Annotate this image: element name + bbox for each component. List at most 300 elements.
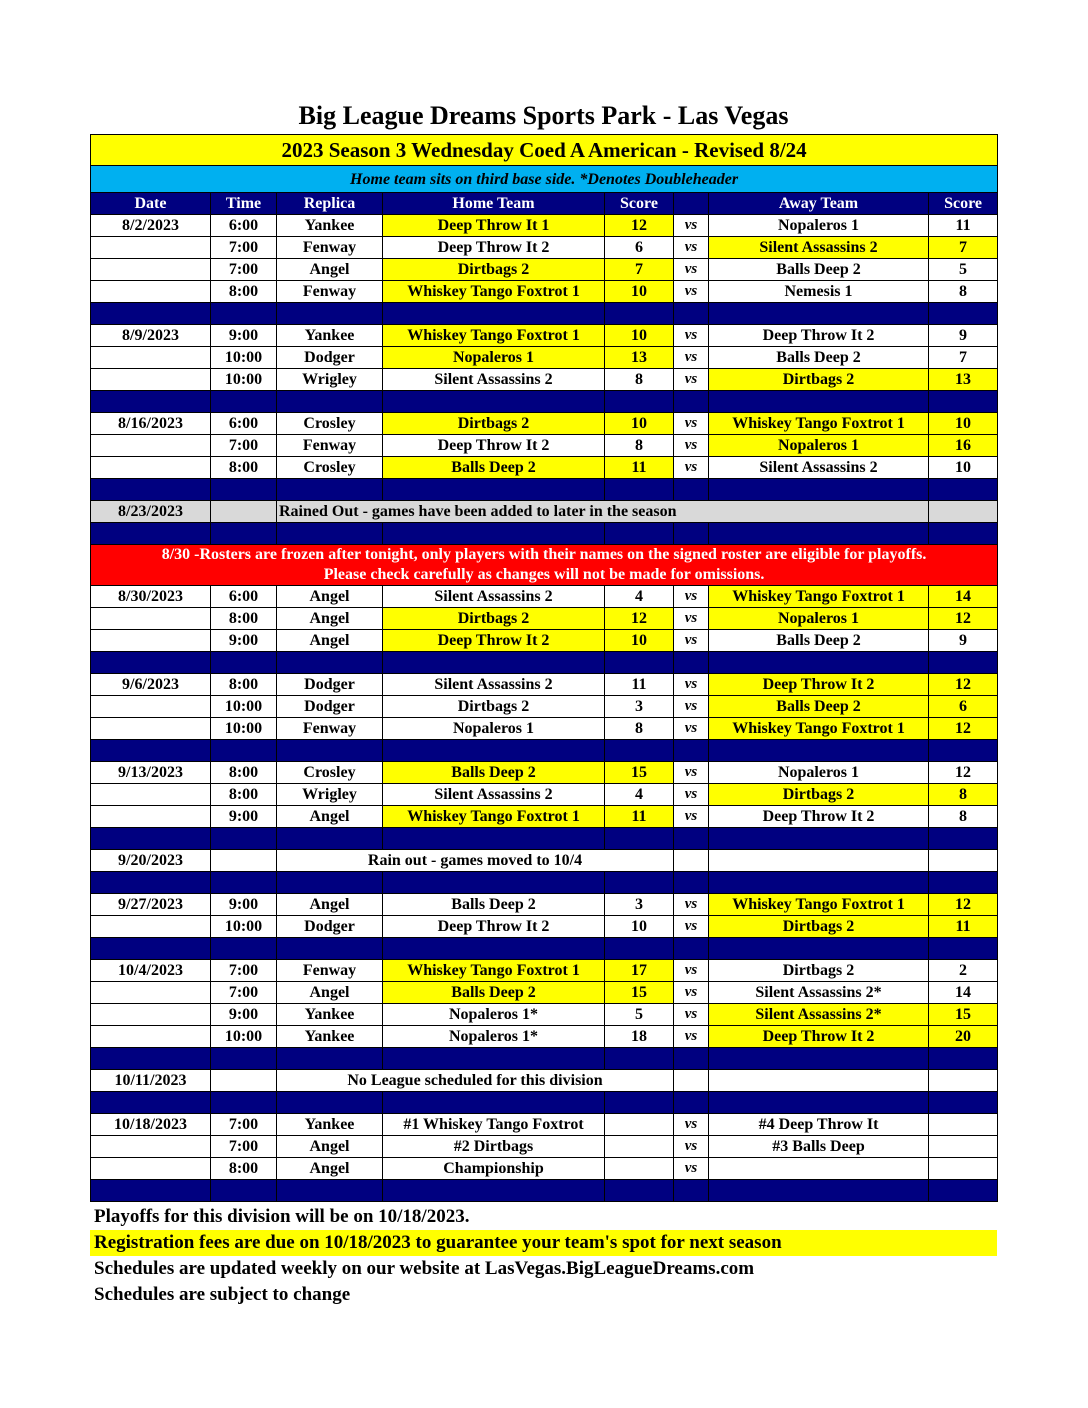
separator-cell [929, 740, 998, 762]
separator-row [91, 828, 998, 850]
separator-cell [709, 1092, 929, 1114]
home-score: 3 [605, 894, 674, 916]
away-team: Balls Deep 2 [709, 347, 929, 369]
separator-cell [211, 740, 277, 762]
away-score: 12 [929, 608, 998, 630]
vs-label: vs [674, 630, 709, 652]
separator-row [91, 479, 998, 501]
game-row [91, 1004, 998, 1026]
home-team: Whiskey Tango Foxtrot 1 [383, 806, 605, 828]
schedule-note: Rain out - games moved to 10/4 [277, 850, 674, 872]
game-replica-field: Wrigley [277, 784, 383, 806]
game-time: 7:00 [211, 982, 277, 1004]
game-time: 10:00 [211, 347, 277, 369]
away-score: 12 [929, 674, 998, 696]
vs-label: vs [674, 1004, 709, 1026]
schedule-note-row [91, 850, 998, 872]
game-date [91, 457, 211, 479]
footer-line: Schedules are subject to change [94, 1284, 351, 1305]
separator-cell [674, 1180, 709, 1202]
separator-cell [605, 828, 674, 850]
game-replica-field: Angel [277, 894, 383, 916]
separator-cell [709, 391, 929, 413]
vs-label: vs [674, 237, 709, 259]
separator-cell [277, 523, 383, 545]
game-row [91, 237, 998, 259]
away-team: Whiskey Tango Foxtrot 1 [709, 894, 929, 916]
vs-label: vs [674, 674, 709, 696]
separator-cell [211, 303, 277, 325]
vs-label: vs [674, 916, 709, 938]
game-time: 7:00 [211, 435, 277, 457]
game-replica-field: Angel [277, 608, 383, 630]
home-team: #1 Whiskey Tango Foxtrot [383, 1114, 605, 1136]
away-team: Dirtbags 2 [709, 784, 929, 806]
empty-cell [211, 1070, 277, 1092]
home-team: Deep Throw It 2 [383, 435, 605, 457]
game-date [91, 259, 211, 281]
home-team: Balls Deep 2 [383, 982, 605, 1004]
away-score: 15 [929, 1004, 998, 1026]
away-team: Nopaleros 1 [709, 215, 929, 237]
game-row [91, 696, 998, 718]
separator-row [91, 652, 998, 674]
separator-cell [91, 1180, 211, 1202]
away-team: Nemesis 1 [709, 281, 929, 303]
home-score: 11 [605, 806, 674, 828]
separator-cell [605, 523, 674, 545]
separator-cell [709, 303, 929, 325]
separator-cell [709, 523, 929, 545]
home-team: Silent Assassins 2 [383, 586, 605, 608]
game-row [91, 916, 998, 938]
home-team: Balls Deep 2 [383, 894, 605, 916]
separator-cell [929, 479, 998, 501]
game-time: 8:00 [211, 608, 277, 630]
separator-cell [211, 652, 277, 674]
away-team: Silent Assassins 2* [709, 1004, 929, 1026]
home-team-note: Home team sits on third base side. *Denotes Doubleheader [91, 166, 998, 193]
separator-cell [709, 479, 929, 501]
separator-cell [674, 938, 709, 960]
home-score: 11 [605, 457, 674, 479]
game-time: 7:00 [211, 1136, 277, 1158]
vs-label: vs [674, 325, 709, 347]
away-score: 9 [929, 630, 998, 652]
separator-cell [709, 740, 929, 762]
col-header-time: Time [211, 193, 277, 215]
game-row [91, 435, 998, 457]
game-row [91, 608, 998, 630]
separator-cell [277, 1048, 383, 1070]
empty-cell [674, 1070, 709, 1092]
separator-cell [383, 391, 605, 413]
game-date [91, 281, 211, 303]
game-row [91, 982, 998, 1004]
separator-cell [277, 740, 383, 762]
home-team: Deep Throw It 2 [383, 630, 605, 652]
away-team: Silent Assassins 2 [709, 457, 929, 479]
empty-cell [674, 850, 709, 872]
away-score: 8 [929, 806, 998, 828]
game-date: 9/13/2023 [91, 762, 211, 784]
game-date [91, 435, 211, 457]
away-score [929, 1158, 998, 1180]
schedule-table [90, 134, 998, 1202]
home-score: 8 [605, 718, 674, 740]
separator-cell [91, 1048, 211, 1070]
roster-alert-line-2: Please check carefully as changes will not be made for omissions. [323, 566, 765, 583]
game-row [91, 806, 998, 828]
separator-cell [383, 523, 605, 545]
home-team: Silent Assassins 2 [383, 784, 605, 806]
away-team: Balls Deep 2 [709, 696, 929, 718]
game-date [91, 1136, 211, 1158]
separator-cell [929, 391, 998, 413]
game-replica-field: Fenway [277, 435, 383, 457]
away-team: Nopaleros 1 [709, 608, 929, 630]
game-row [91, 1026, 998, 1048]
away-team: Nopaleros 1 [709, 762, 929, 784]
home-score: 11 [605, 674, 674, 696]
page-title: Big League Dreams Sports Park - Las Vegas [298, 101, 789, 130]
game-date [91, 369, 211, 391]
roster-alert-line-1: 8/30 -Rosters are frozen after tonight, only players with their names on the signed roster are eligible for playoffs. [161, 546, 927, 563]
game-replica-field: Crosley [277, 413, 383, 435]
vs-label: vs [674, 1158, 709, 1180]
game-date: 10/18/2023 [91, 1114, 211, 1136]
separator-cell [91, 391, 211, 413]
game-replica-field: Dodger [277, 916, 383, 938]
game-row [91, 1136, 998, 1158]
separator-cell [383, 303, 605, 325]
away-team: Deep Throw It 2 [709, 325, 929, 347]
away-score: 12 [929, 718, 998, 740]
separator-cell [277, 391, 383, 413]
separator-cell [383, 938, 605, 960]
game-date: 9/20/2023 [91, 850, 211, 872]
game-row [91, 347, 998, 369]
away-team: Dirtbags 2 [709, 916, 929, 938]
separator-cell [277, 872, 383, 894]
home-score: 10 [605, 413, 674, 435]
schedule-note: No League scheduled for this division [277, 1070, 674, 1092]
game-time: 9:00 [211, 894, 277, 916]
home-score [605, 1136, 674, 1158]
game-time: 8:00 [211, 457, 277, 479]
home-team: Nopaleros 1* [383, 1026, 605, 1048]
game-replica-field: Yankee [277, 1114, 383, 1136]
separator-cell [929, 938, 998, 960]
col-header-replica: Replica [277, 193, 383, 215]
separator-cell [211, 828, 277, 850]
separator-cell [605, 479, 674, 501]
home-score: 10 [605, 916, 674, 938]
separator-cell [674, 1048, 709, 1070]
vs-label: vs [674, 762, 709, 784]
away-score: 2 [929, 960, 998, 982]
separator-cell [929, 1180, 998, 1202]
away-team: #4 Deep Throw It [709, 1114, 929, 1136]
home-score: 15 [605, 762, 674, 784]
home-team: Championship [383, 1158, 605, 1180]
vs-label: vs [674, 586, 709, 608]
away-score: 10 [929, 413, 998, 435]
home-score: 4 [605, 784, 674, 806]
home-score: 10 [605, 630, 674, 652]
vs-label: vs [674, 696, 709, 718]
game-replica-field: Dodger [277, 347, 383, 369]
separator-cell [605, 303, 674, 325]
game-time: 10:00 [211, 696, 277, 718]
separator-cell [383, 1180, 605, 1202]
game-time: 10:00 [211, 718, 277, 740]
home-score: 17 [605, 960, 674, 982]
schedule-body [91, 135, 998, 1202]
game-row [91, 718, 998, 740]
away-score: 20 [929, 1026, 998, 1048]
game-replica-field: Wrigley [277, 369, 383, 391]
game-row [91, 674, 998, 696]
game-replica-field: Crosley [277, 457, 383, 479]
game-replica-field: Fenway [277, 718, 383, 740]
home-team: Deep Throw It 2 [383, 237, 605, 259]
vs-label: vs [674, 1026, 709, 1048]
home-score: 12 [605, 215, 674, 237]
empty-cell [929, 501, 998, 523]
separator-row [91, 740, 998, 762]
separator-cell [91, 872, 211, 894]
away-score: 8 [929, 281, 998, 303]
game-time: 7:00 [211, 237, 277, 259]
game-row [91, 413, 998, 435]
empty-cell [211, 501, 277, 523]
rainout-message: Rained Out - games have been added to later in the season [277, 501, 929, 523]
game-date: 8/23/2023 [91, 501, 211, 523]
home-score [605, 1158, 674, 1180]
away-score: 12 [929, 762, 998, 784]
away-score [929, 1136, 998, 1158]
separator-cell [709, 1180, 929, 1202]
separator-cell [674, 872, 709, 894]
separator-cell [929, 1092, 998, 1114]
game-row [91, 894, 998, 916]
game-row [91, 259, 998, 281]
separator-cell [91, 479, 211, 501]
note-banner-row [91, 166, 998, 193]
game-time: 8:00 [211, 281, 277, 303]
separator-cell [211, 1180, 277, 1202]
vs-label: vs [674, 784, 709, 806]
separator-cell [277, 1092, 383, 1114]
game-time: 9:00 [211, 630, 277, 652]
game-replica-field: Fenway [277, 237, 383, 259]
home-team: Dirtbags 2 [383, 696, 605, 718]
away-score: 13 [929, 369, 998, 391]
game-row [91, 325, 998, 347]
home-team: Dirtbags 2 [383, 413, 605, 435]
home-score: 4 [605, 586, 674, 608]
separator-cell [383, 828, 605, 850]
game-time: 10:00 [211, 369, 277, 391]
separator-cell [605, 1092, 674, 1114]
vs-label: vs [674, 960, 709, 982]
empty-cell [709, 850, 929, 872]
empty-cell [211, 850, 277, 872]
game-replica-field: Angel [277, 806, 383, 828]
vs-label: vs [674, 413, 709, 435]
separator-cell [605, 1180, 674, 1202]
column-header-row [91, 193, 998, 215]
game-replica-field: Yankee [277, 215, 383, 237]
separator-cell [211, 479, 277, 501]
season-banner: 2023 Season 3 Wednesday Coed A American - Revised 8/24 [91, 135, 998, 166]
separator-cell [211, 938, 277, 960]
separator-cell [383, 740, 605, 762]
vs-label: vs [674, 369, 709, 391]
separator-cell [91, 523, 211, 545]
separator-cell [929, 828, 998, 850]
game-replica-field: Dodger [277, 674, 383, 696]
game-date [91, 982, 211, 1004]
separator-row [91, 1092, 998, 1114]
game-row [91, 1158, 998, 1180]
separator-cell [91, 303, 211, 325]
separator-cell [674, 391, 709, 413]
game-replica-field: Angel [277, 982, 383, 1004]
game-time: 8:00 [211, 784, 277, 806]
home-score: 6 [605, 237, 674, 259]
separator-cell [277, 828, 383, 850]
vs-label: vs [674, 457, 709, 479]
footer-line: Schedules are updated weekly on our website at LasVegas.BigLeagueDreams.com [94, 1258, 755, 1279]
separator-row [91, 303, 998, 325]
game-time: 6:00 [211, 586, 277, 608]
season-banner-row [91, 135, 998, 166]
game-time: 9:00 [211, 1004, 277, 1026]
home-team: Whiskey Tango Foxtrot 1 [383, 960, 605, 982]
home-team: Silent Assassins 2 [383, 674, 605, 696]
separator-cell [277, 938, 383, 960]
separator-cell [929, 872, 998, 894]
game-time: 7:00 [211, 259, 277, 281]
separator-cell [674, 652, 709, 674]
separator-cell [709, 652, 929, 674]
separator-cell [605, 1048, 674, 1070]
game-date [91, 696, 211, 718]
col-header-home-team: Home Team [383, 193, 605, 215]
home-team: #2 Dirtbags [383, 1136, 605, 1158]
empty-cell [929, 850, 998, 872]
game-time: 9:00 [211, 325, 277, 347]
home-score: 13 [605, 347, 674, 369]
vs-label: vs [674, 281, 709, 303]
col-header-away-score: Score [929, 193, 998, 215]
separator-cell [605, 740, 674, 762]
vs-label: vs [674, 894, 709, 916]
game-date [91, 916, 211, 938]
separator-cell [277, 652, 383, 674]
away-team: Balls Deep 2 [709, 630, 929, 652]
game-replica-field: Angel [277, 259, 383, 281]
game-replica-field: Angel [277, 630, 383, 652]
empty-cell [929, 1070, 998, 1092]
game-row [91, 960, 998, 982]
home-team: Deep Throw It 1 [383, 215, 605, 237]
separator-cell [674, 303, 709, 325]
away-score: 10 [929, 457, 998, 479]
home-score: 18 [605, 1026, 674, 1048]
separator-cell [929, 303, 998, 325]
separator-cell [929, 523, 998, 545]
vs-label: vs [674, 435, 709, 457]
separator-cell [674, 740, 709, 762]
game-date [91, 630, 211, 652]
separator-row [91, 391, 998, 413]
vs-label: vs [674, 806, 709, 828]
away-score: 11 [929, 215, 998, 237]
game-row [91, 215, 998, 237]
separator-cell [383, 1092, 605, 1114]
separator-cell [277, 1180, 383, 1202]
home-team: Balls Deep 2 [383, 762, 605, 784]
game-date [91, 608, 211, 630]
separator-cell [91, 1092, 211, 1114]
game-date [91, 1004, 211, 1026]
game-time: 8:00 [211, 1158, 277, 1180]
home-score: 8 [605, 435, 674, 457]
away-team: Whiskey Tango Foxtrot 1 [709, 413, 929, 435]
game-time: 7:00 [211, 1114, 277, 1136]
game-time: 6:00 [211, 215, 277, 237]
game-replica-field: Angel [277, 1158, 383, 1180]
home-team: Dirtbags 2 [383, 259, 605, 281]
home-team: Nopaleros 1* [383, 1004, 605, 1026]
game-replica-field: Dodger [277, 696, 383, 718]
game-time: 8:00 [211, 674, 277, 696]
separator-cell [709, 828, 929, 850]
separator-cell [674, 1092, 709, 1114]
separator-cell [605, 872, 674, 894]
game-time: 10:00 [211, 1026, 277, 1048]
game-date: 8/30/2023 [91, 586, 211, 608]
game-date [91, 347, 211, 369]
footer-notes [90, 1204, 997, 1308]
separator-cell [277, 479, 383, 501]
game-time: 8:00 [211, 762, 277, 784]
separator-cell [674, 523, 709, 545]
away-team: Whiskey Tango Foxtrot 1 [709, 718, 929, 740]
game-row [91, 369, 998, 391]
separator-cell [383, 1048, 605, 1070]
home-score: 10 [605, 325, 674, 347]
away-score: 7 [929, 237, 998, 259]
game-replica-field: Angel [277, 586, 383, 608]
home-score: 8 [605, 369, 674, 391]
vs-label: vs [674, 982, 709, 1004]
away-score: 8 [929, 784, 998, 806]
home-score: 7 [605, 259, 674, 281]
game-row [91, 1114, 998, 1136]
game-replica-field: Angel [277, 1136, 383, 1158]
home-score: 15 [605, 982, 674, 1004]
game-date: 10/4/2023 [91, 960, 211, 982]
away-score: 5 [929, 259, 998, 281]
vs-label: vs [674, 347, 709, 369]
footer-line: Playoffs for this division will be on 10/18/2023. [94, 1206, 470, 1227]
col-header-home-score: Score [605, 193, 674, 215]
away-score: 7 [929, 347, 998, 369]
